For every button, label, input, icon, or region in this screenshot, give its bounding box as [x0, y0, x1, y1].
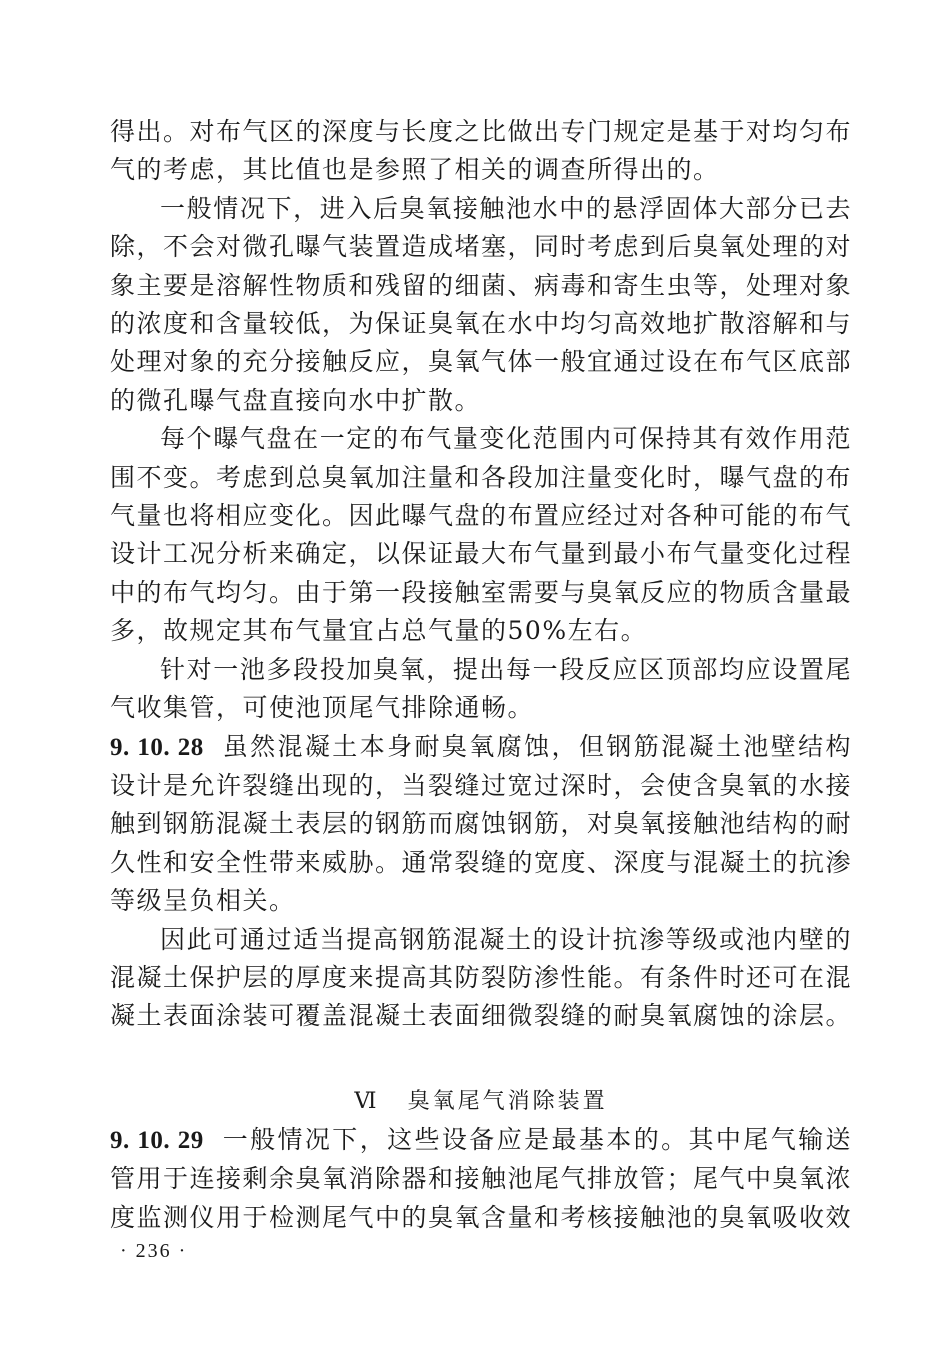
paragraph-continued: 得出。对布气区的深度与长度之比做出专门规定是基于对均匀布气的考虑，其比值也是参照了相关的调查所得出的。 [110, 117, 853, 185]
page-number: · 236 · [120, 1240, 188, 1262]
paragraph-aeration-disc: 每个曝气盘在一定的布气量变化范围内可保持其有效作用范围不变。考虑到总臭氧加注量和各段加注量变化时，曝气盘的布气量也将相应变化。因此曝气盘的布置应经过对各种可能的布气设计工况分析来确定，以保证最大布气量到最小布气量变化过程中的布气均匀。由于第一段接触室需要与臭氧反应的物质含量最多，故规定其布气量宜占总气量的50%左右。 [110, 424, 853, 646]
clause-9-10-28 [110, 728, 852, 921]
clause-number: 9. 10. 29 [110, 1127, 204, 1154]
section-numeral: Ⅵ [354, 1089, 380, 1114]
body-text [110, 113, 852, 1036]
section-heading [110, 1083, 852, 1121]
paragraph-aeration-suspended-solids: 一般情况下，进入后臭氧接触池水中的悬浮固体大部分已去除，不会对微孔曝气装置造成堵塞，同时考虑到后臭氧处理的对象主要是溶解性物质和残留的细菌、病毒和寄生虫等，处理对象的浓度和含量较低，为保证臭氧在水中均匀高效地扩散溶解和与处理对象的充分接触反应，臭氧气体一般宜通过设在布气区底部的微孔曝气盘直接向水中扩散。 [110, 193, 853, 415]
body-text-continued [110, 1121, 852, 1237]
clause-text: 虽然混凝土本身耐臭氧腐蚀，但钢筋混凝土池壁结构设计是允许裂缝出现的，当裂缝过宽过深时，会使含臭氧的水接触到钢筋混凝土表层的钢筋而腐蚀钢筋，对臭氧接触池结构的耐久性和安全性带来威胁。通常裂缝的宽度、深度与混凝土的抗渗等级呈负相关。 [110, 731, 853, 916]
paragraph-anti-seepage: 因此可通过适当提高钢筋混凝土的设计抗渗等级或池内壁的混凝土保护层的厚度来提高其防裂防渗性能。有条件时还可在混凝土表面涂装可覆盖混凝土表面细微裂缝的耐臭氧腐蚀的涂层。 [110, 924, 853, 1031]
clause-number: 9. 10. 28 [110, 733, 204, 761]
section-title: 臭氧尾气消除装置 [407, 1089, 608, 1114]
paragraph-tail-gas-collection: 针对一池多段投加臭氧，提出每一段反应区顶部均应设置尾气收集管，可使池顶尾气排除通畅。 [110, 654, 852, 723]
clause-9-10-29 [110, 1121, 852, 1237]
clause-text: 一般情况下，这些设备应是最基本的。其中尾气输送管用于连接剩余臭氧消除器和接触池尾气排放管；尾气中臭氧浓度监测仪用于检测尾气中的臭氧含量和考核接触池的臭氧吸收效 [110, 1125, 853, 1232]
